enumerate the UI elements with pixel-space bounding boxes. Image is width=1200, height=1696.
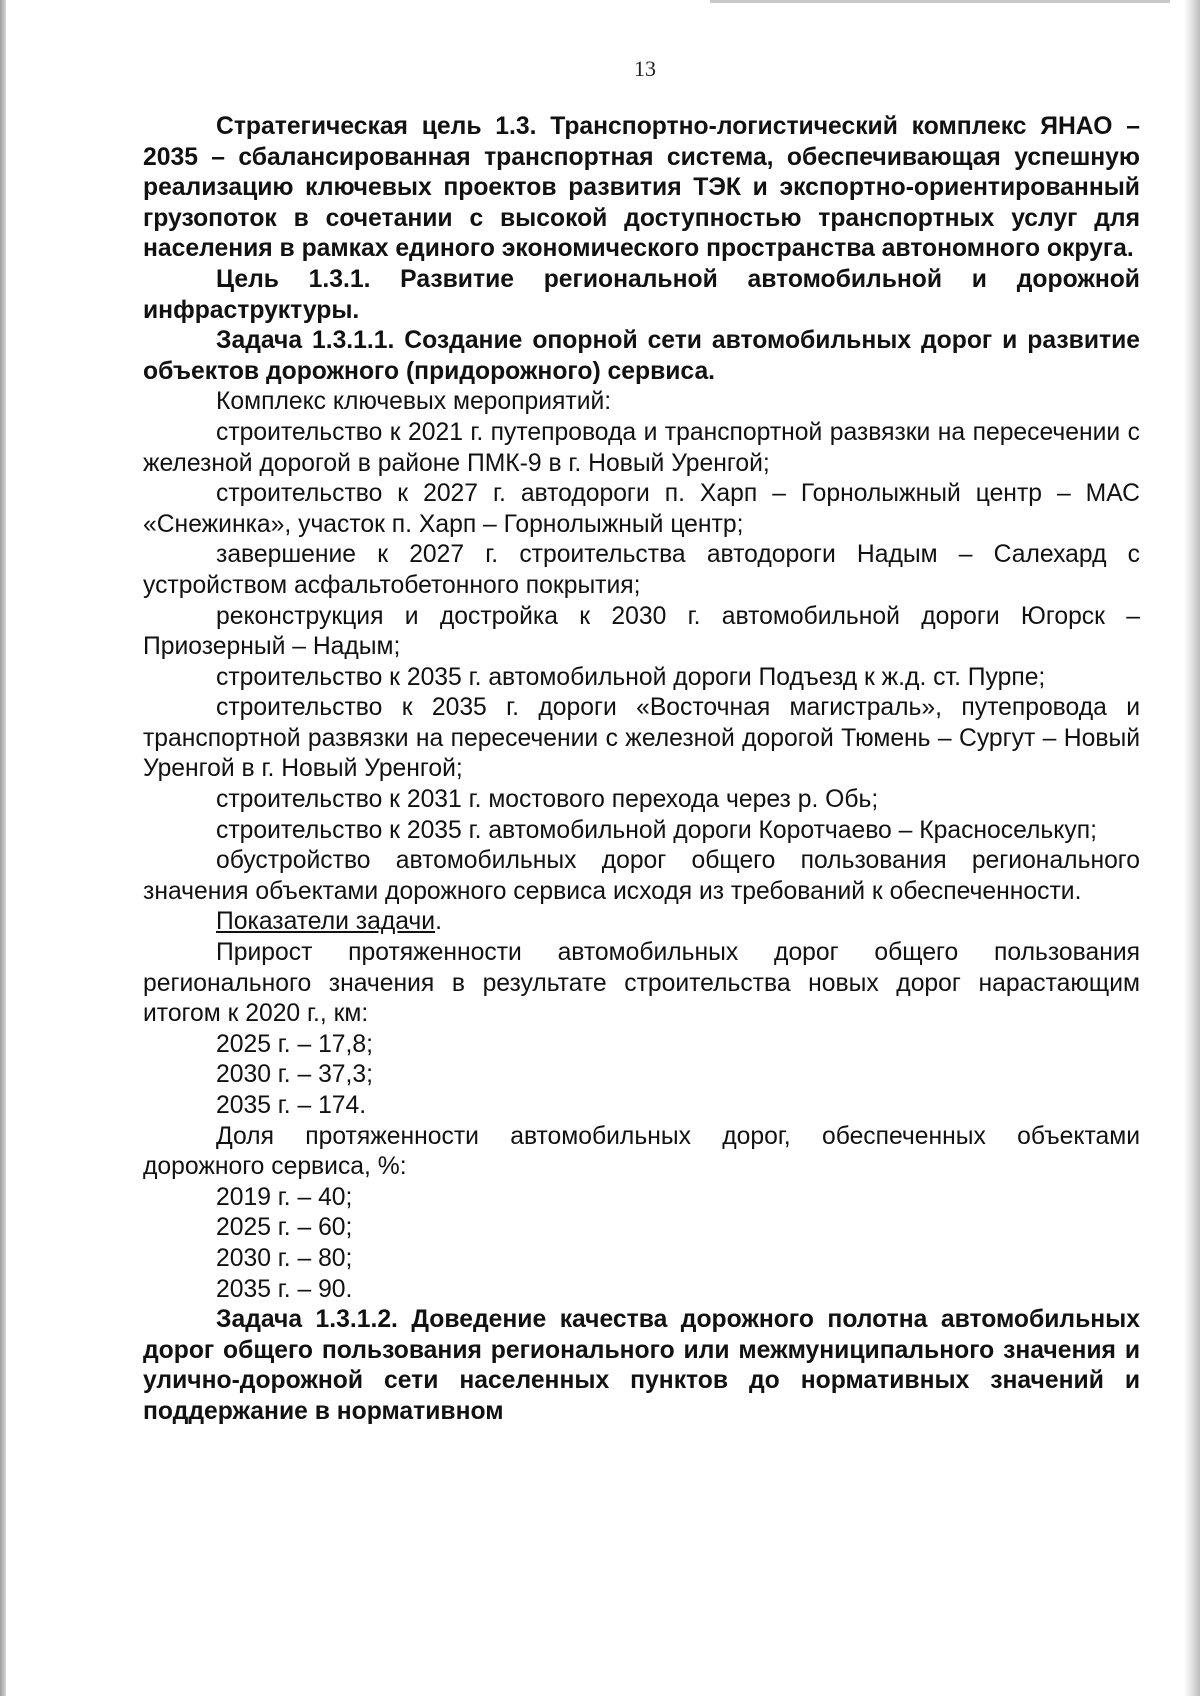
measures-heading: Комплекс ключевых мероприятий: [216,388,612,416]
measure-item: реконструкция и достройка к 2030 г. автомобильной дороги Югорск – Приозерный – Надым; [143,602,1140,661]
task-1-heading: Задача 1.3.1.1. Создание опорной сети автомобильных дорог и развитие объектов дорожного (придорожного) сервиса. [143,327,1140,385]
indicator-value: 2019 г. – 40; [216,1183,353,1211]
scan-right-edge [1184,0,1200,1696]
measure-item: строительство к 2021 г. путепровода и транспортной развязки на пересечении с железной дорогой в районе ПМК-9 в г. Новый Уренгой; [143,418,1140,477]
indicators-heading: Показатели задачи. [216,908,442,936]
strategic-goal-heading: Стратегическая цель 1.3. Транспортно-логистический комплекс ЯНАО – 2035 – сбалансированная транспортная система, обеспечивающая успешную реализацию ключевых проектов развития ТЭК и экспортно-ориентированный грузопоток в сочетании с высокой доступностью транспортных услуг для населения в рамках единого экономического пространства автономного округа. [143,113,1140,263]
indicator-name: Прирост протяженности автомобильных дорог общего пользования регионального значения в результате строительства новых дорог нарастающим итогом к 2020 г., км: [143,939,1140,1028]
indicator-value: 2030 г. – 80; [216,1244,353,1272]
task-2-heading: Задача 1.3.1.2. Доведение качества дорожного полотна автомобильных дорог общего пользования регионального или межмуниципального значения и улично-дорожной сети населенных пунктов до нормативных значений и поддержание в нормативном [143,1306,1140,1425]
indicator-value: 2025 г. – 60; [216,1214,353,1242]
measure-item: строительство к 2031 г. мостового перехода через р. Обь; [216,786,879,814]
measure-item: строительство к 2035 г. дороги «Восточная магистраль», путепровода и транспортной развязки на пересечении с железной дорогой Тюмень – Сургут – Новый Уренгой в г. Новый Уренгой; [143,694,1140,783]
indicators-heading-text: Показатели задачи [216,908,436,936]
measure-item: завершение к 2027 г. строительства автодороги Надым – Салехард с устройством асфальтобетонного покрытия; [143,541,1140,599]
measure-item: строительство к 2035 г. автомобильной дороги Коротчаево – Красноселькуп; [216,816,1097,844]
goal-heading: Цель 1.3.1. Развитие региональной автомобильной и дорожной инфраструктуры. [143,265,1140,324]
measure-item: обустройство автомобильных дорог общего пользования регионального значения объектами дорожного сервиса исходя из требований к обеспеченности. [143,847,1140,905]
indicator-value: 2035 г. – 174. [216,1092,367,1119]
scan-left-edge [0,0,6,1696]
measure-item: строительство к 2027 г. автодороги п. Харп – Горнолыжный центр – МАС «Снежинка», участок п. Харп – Горнолыжный центр; [143,480,1140,538]
indicator-value: 2030 г. – 37,3; [216,1061,373,1089]
page-number: 13 [634,56,656,81]
indicator-value: 2025 г. – 17,8; [216,1030,373,1058]
scan-top-edge [710,0,1170,3]
document-body [143,112,1140,1428]
indicator-value: 2035 г. – 90. [216,1275,353,1303]
measure-item: строительство к 2035 г. автомобильной дороги Подъезд к ж.д. ст. Пурпе; [216,663,1046,691]
indicator-name: Доля протяженности автомобильных дорог, обеспеченных объектами дорожного сервиса, %: [143,1122,1140,1181]
